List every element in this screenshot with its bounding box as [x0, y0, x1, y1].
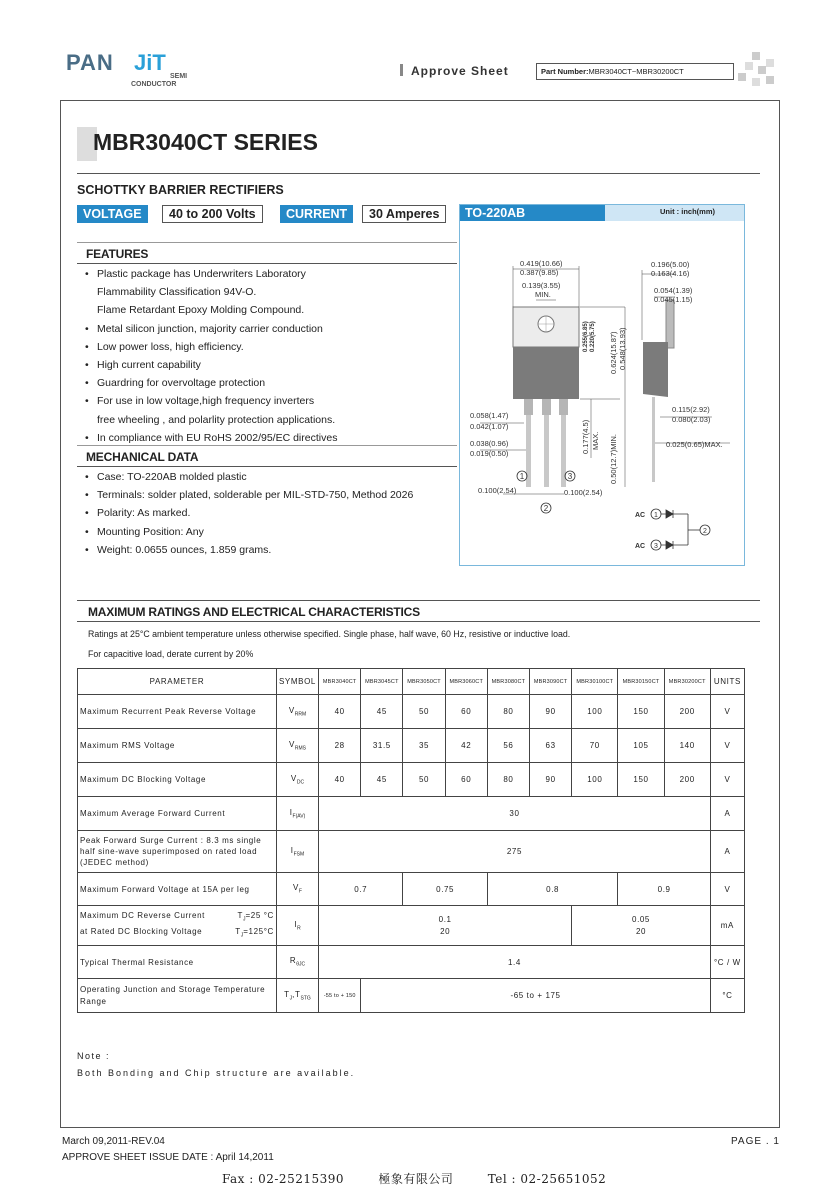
table-cell: $T_J,T_{STG}$	[276, 979, 318, 1013]
panjit-logo	[62, 48, 192, 94]
feature-item: • Low power loss, high efficiency.	[77, 338, 457, 356]
side-tab	[666, 300, 674, 348]
mechanical-item: • Case: TO-220AB molded plastic	[77, 468, 457, 486]
side-body	[643, 342, 668, 397]
table-cell: 0.05 20	[572, 906, 711, 946]
hdr-part: MBR3050CT	[403, 669, 445, 695]
table-cell: 0.7	[319, 873, 403, 906]
dim-d1b: 0.387(9.85)	[520, 268, 559, 277]
title-divider	[77, 173, 760, 174]
table-cell: 35	[403, 729, 445, 763]
table-cell: $R_{\theta JC}$	[276, 946, 318, 979]
dim-d9b: MAX.	[591, 431, 600, 450]
table-cell: Maximum Average Forward Current	[78, 797, 277, 831]
row-ifav	[78, 797, 745, 831]
dim-d4a: 0.624(15.87)	[609, 331, 618, 374]
table-cell: °C	[710, 979, 744, 1013]
table-cell: Maximum Forward Voltage at 15A per leg	[78, 873, 277, 906]
page-title: MBR3040CT SERIES	[93, 129, 318, 155]
row-tj	[78, 979, 745, 1013]
table-cell: 0.9	[618, 873, 710, 906]
hdr-units: UNITS	[710, 669, 744, 695]
table-cell: 275	[319, 831, 711, 873]
table-cell: 70	[572, 729, 618, 763]
table-cell: Maximum RMS Voltage	[78, 729, 277, 763]
table-cell: V	[710, 763, 744, 797]
current-tag: CURRENT	[280, 205, 353, 223]
feature-item: Flammability Classification 94V-O.	[97, 286, 257, 299]
feature-item: • Metal silicon junction, majority carrier conduction	[77, 320, 457, 338]
hdr-part: MBR30100CT	[572, 669, 618, 695]
features-divider	[77, 263, 457, 264]
table-cell: V	[710, 729, 744, 763]
table-cell: mA	[710, 906, 744, 946]
table-cell: $V_{DC}$	[276, 763, 318, 797]
hdr-part: MBR3045CT	[361, 669, 403, 695]
features-list	[77, 265, 457, 447]
logo-jit-text: JiT	[134, 50, 166, 75]
package-body	[513, 347, 579, 399]
ratings-conditions: Ratings at 25°C ambient temperature unless otherwise specified. Single phase, half wave, 60 Hz, resistive or inductive load.	[88, 629, 571, 639]
table-cell: V	[710, 695, 744, 729]
table-cell: 45	[361, 763, 403, 797]
dim-d2a: 0.139(3.55)	[522, 281, 561, 290]
table-cell: 28	[319, 729, 361, 763]
table-cell: 50	[403, 763, 445, 797]
table-cell: 56	[487, 729, 529, 763]
issue-date: APPROVE SHEET ISSUE DATE : April 14,2011	[62, 1152, 274, 1163]
hdr-symbol: SYMBOL	[276, 669, 318, 695]
table-cell: 42	[445, 729, 487, 763]
pin-3-label: 3	[567, 472, 573, 481]
table-cell: 30	[319, 797, 711, 831]
ratings-top-rule	[77, 600, 760, 601]
ratings-derate-note: For capacitive load, derate current by 20%	[88, 649, 254, 659]
table-cell: 100	[572, 695, 618, 729]
logo-pan-text: PAN	[66, 50, 114, 75]
table-cell: $I_{FSM}$	[276, 831, 318, 873]
table-cell: °C / W	[710, 946, 744, 979]
hdr-part: MBR3060CT	[445, 669, 487, 695]
hdr-part: MBR3040CT	[319, 669, 361, 695]
pin-1-label: 1	[519, 472, 525, 481]
dim-d13: 0.100(2.54)	[478, 486, 517, 495]
note-label: Note :	[77, 1051, 111, 1061]
mechanical-heading: MECHANICAL DATA	[86, 450, 199, 464]
dim-d5b: 0.163(4.16)	[651, 269, 690, 278]
table-cell: 90	[530, 763, 572, 797]
side-lead	[652, 397, 655, 482]
package-name: TO-220AB	[460, 205, 605, 221]
dim-d7a: 0.058(1.47)	[470, 411, 509, 420]
features-top-rule	[77, 242, 457, 243]
dim-d10: 0.50(12.7)MIN.	[609, 433, 618, 484]
current-value: 30 Amperes	[362, 205, 446, 223]
decorative-squares	[738, 52, 774, 88]
page-number: PAGE . 1	[731, 1136, 780, 1147]
dim-d4b: 0.548(13.93)	[618, 327, 627, 370]
dim-d8b: 0.019(0.50)	[470, 449, 509, 458]
dim-d8a: 0.038(0.96)	[470, 439, 509, 448]
svg-text:1: 1	[654, 512, 658, 519]
mechanical-divider	[77, 466, 457, 467]
feature-item: • Guardring for overvoltage protection	[77, 374, 457, 392]
schem-ac3: AC	[635, 543, 646, 550]
table-cell: 0.75	[403, 873, 487, 906]
table-cell: 200	[664, 695, 710, 729]
table-cell: Maximum Recurrent Peak Reverse Voltage	[78, 695, 277, 729]
dim-d3b: 0.220(5.75)	[590, 321, 596, 352]
fax-number: Fax : 02-25215390	[222, 1172, 345, 1186]
dim-d6b: 0.045(1.15)	[654, 295, 693, 304]
note-text: Both Bonding and Chip structure are available.	[77, 1068, 356, 1078]
row-vrrm	[78, 695, 745, 729]
table-cell: Maximum DC Reverse Current $T_J=25$ °C at Rated DC Blocking Voltage $T_J=125^\circ C$	[78, 906, 277, 946]
row-vrms	[78, 729, 745, 763]
to220-dimension-drawing	[460, 222, 744, 565]
svg-text:2: 2	[703, 528, 707, 535]
mechanical-list	[77, 468, 457, 559]
table-cell: -55 to + 150	[319, 979, 361, 1013]
feature-item: • High current capability	[77, 356, 457, 374]
mechanical-item: • Terminals: solder plated, solderable per MIL-STD-750, Method 2026	[77, 486, 457, 504]
table-cell: 40	[319, 763, 361, 797]
table-cell: 31.5	[361, 729, 403, 763]
dim-d5a: 0.196(5.00)	[651, 260, 690, 269]
table-cell: A	[710, 831, 744, 873]
ratings-table	[77, 668, 745, 1013]
approve-sheet-label: Approve Sheet	[400, 64, 509, 78]
table-cell: Peak Forward Surge Current : 8.3 ms single half sine-wave superimposed on rated load (JEDEC method)	[78, 831, 277, 873]
table-cell: 1.4	[319, 946, 711, 979]
mechanical-item: • Mounting Position: Any	[77, 523, 457, 541]
row-rth	[78, 946, 745, 979]
feature-item: free wheeling , and polarlity protection applications.	[97, 413, 336, 426]
table-cell: 45	[361, 695, 403, 729]
ratings-heading: MAXIMUM RATINGS AND ELECTRICAL CHARACTERISTICS	[88, 605, 420, 619]
part-number-box: Part Number:MBR3040CT~MBR30200CT	[536, 63, 734, 80]
voltage-value: 40 to 200 Volts	[162, 205, 263, 223]
header-row	[78, 669, 745, 695]
row-vf	[78, 873, 745, 906]
mechanical-item: • Weight: 0.0655 ounces, 1.859 grams.	[77, 541, 457, 559]
package-unit: Unit : inch(mm)	[660, 207, 715, 216]
table-cell: 60	[445, 695, 487, 729]
diode-schematic	[635, 509, 710, 550]
table-cell: V	[710, 873, 744, 906]
hdr-part: MBR30150CT	[618, 669, 664, 695]
row-ifsm	[78, 831, 745, 873]
logo-semi-text: SEMI	[170, 73, 188, 80]
dim-d11a: 0.115(2.92)	[672, 405, 710, 414]
table-cell: 140	[664, 729, 710, 763]
dim-d6a: 0.054(1.39)	[654, 286, 693, 295]
dim-d11b: 0.080(2.03)	[672, 415, 711, 424]
mechanical-top-rule	[77, 445, 457, 446]
voltage-tag: VOLTAGE	[77, 205, 148, 223]
table-cell: 0.1 20	[319, 906, 572, 946]
logo-conductor-text: CONDUCTOR	[131, 81, 177, 88]
mechanical-item: • Polarity: As marked.	[77, 504, 457, 522]
table-cell: Typical Thermal Resistance	[78, 946, 277, 979]
table-cell: 80	[487, 695, 529, 729]
table-cell: $I_R$	[276, 906, 318, 946]
table-cell: 90	[530, 695, 572, 729]
feature-item: Flame Retardant Epoxy Molding Compound.	[97, 304, 305, 317]
row-vdc	[78, 763, 745, 797]
revision-date: March 09,2011-REV.04	[62, 1136, 165, 1147]
table-cell: 0.8	[487, 873, 618, 906]
table-cell: 50	[403, 695, 445, 729]
table-cell: $V_{RRM}$	[276, 695, 318, 729]
table-cell: Operating Junction and Storage Temperature Range	[78, 979, 277, 1013]
table-cell: -65 to + 175	[361, 979, 711, 1013]
company-name: 極象有限公司	[378, 1172, 454, 1186]
table-cell: 150	[618, 695, 664, 729]
table-cell: 63	[530, 729, 572, 763]
table-cell: 200	[664, 763, 710, 797]
table-cell: $V_{RMS}$	[276, 729, 318, 763]
hdr-part: MBR30200CT	[664, 669, 710, 695]
table-cell: 150	[618, 763, 664, 797]
hdr-part: MBR3080CT	[487, 669, 529, 695]
feature-item: • Plastic package has Underwriters Laboratory	[77, 265, 457, 283]
row-ir	[78, 906, 745, 946]
svg-text:3: 3	[654, 543, 658, 550]
table-cell: 100	[572, 763, 618, 797]
tel-number: Tel : 02-25651052	[487, 1172, 607, 1186]
feature-item: • In compliance with EU RoHS 2002/95/EC directives	[77, 429, 457, 447]
ratings-divider	[77, 621, 760, 622]
dim-d12: 0.025(0.65)MAX.	[666, 440, 723, 449]
table-cell: 80	[487, 763, 529, 797]
dim-d2b: MIN.	[535, 290, 551, 299]
schem-ac1: AC	[635, 512, 646, 519]
table-cell: 40	[319, 695, 361, 729]
pin-2-label: 2	[543, 504, 549, 513]
dim-d7b: 0.042(1.07)	[470, 422, 509, 431]
table-cell: $V_F$	[276, 873, 318, 906]
feature-item: • For use in low voltage,high frequency inverters	[77, 392, 457, 410]
hdr-parameter: PARAMETER	[78, 669, 277, 695]
dim-d1a: 0.419(10.66)	[520, 259, 563, 268]
table-cell: A	[710, 797, 744, 831]
dim-d3a: 0.255(6.85)	[583, 321, 589, 352]
table-cell: Maximum DC Blocking Voltage	[78, 763, 277, 797]
features-heading: FEATURES	[86, 247, 149, 261]
hdr-part: MBR3090CT	[530, 669, 572, 695]
table-cell: $I_{F(AV)}$	[276, 797, 318, 831]
contact-line	[222, 1170, 636, 1187]
dim-d9a: 0.177(4.5)	[581, 419, 590, 454]
dim-d14: 0.100(2.54)	[564, 488, 603, 497]
table-cell: 105	[618, 729, 664, 763]
table-cell: 60	[445, 763, 487, 797]
product-subtitle: SCHOTTKY BARRIER RECTIFIERS	[77, 183, 284, 197]
